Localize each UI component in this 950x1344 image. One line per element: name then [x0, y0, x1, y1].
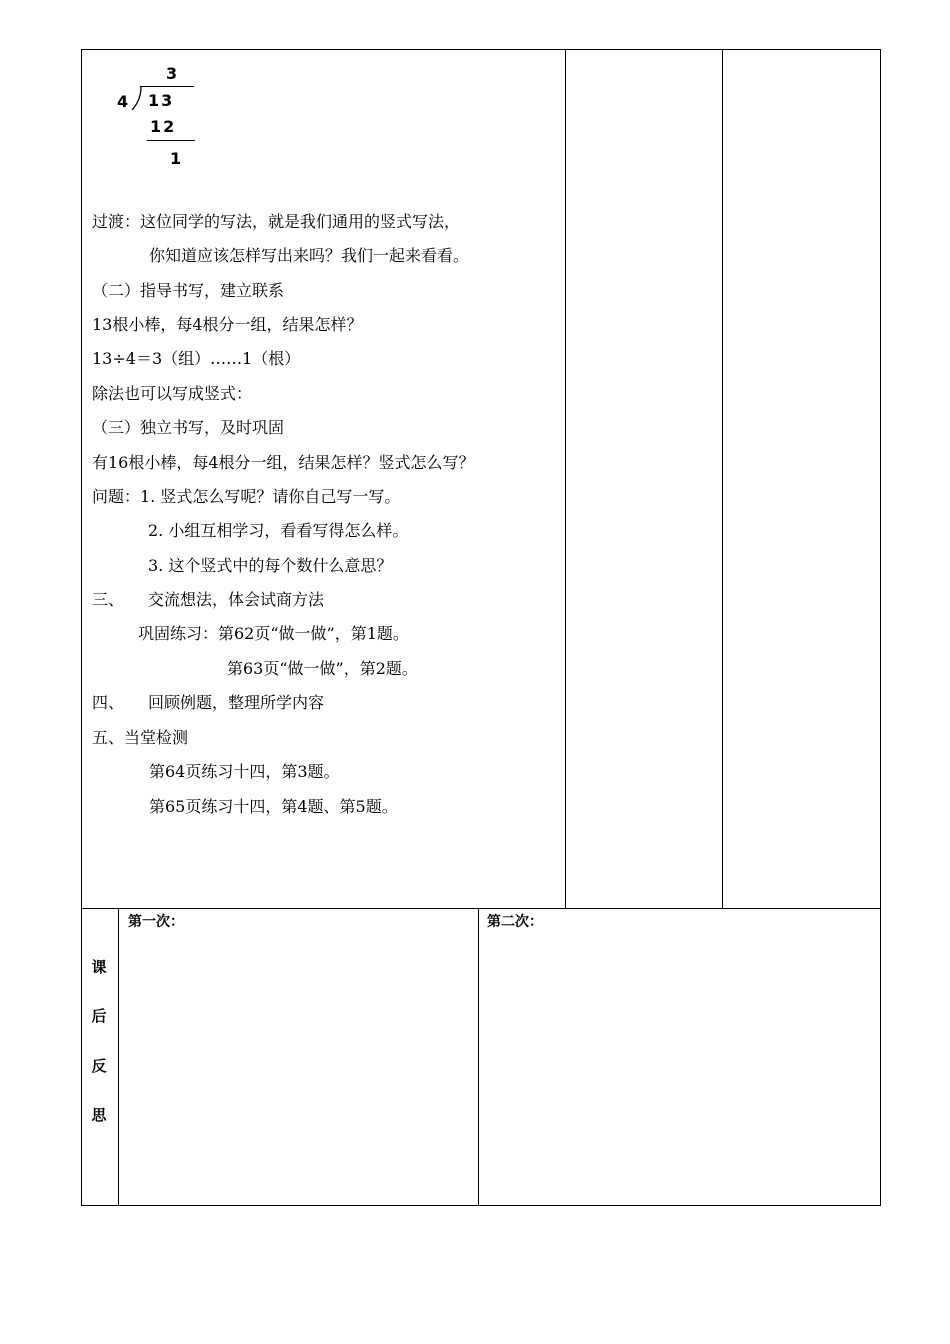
reflection-middle-divider: [478, 908, 479, 1206]
column-divider-2: [722, 49, 723, 909]
section-divider: [81, 908, 881, 909]
first-reflection-label: 第一次：: [128, 914, 184, 930]
division-bracket-icon: [131, 86, 143, 112]
question-item: 问题：1. 竖式怎么写呢？请你自己写一写。: [92, 487, 401, 506]
section-heading: 三、 交流想法，体会试商方法: [92, 590, 325, 609]
reflection-label-char: 后: [91, 1007, 107, 1025]
exercise-text: 第65页练习十四，第4题、第5题。: [149, 797, 398, 816]
practice-text: 巩固练习：第62页“做一做”，第1题。: [138, 624, 409, 643]
question-item: 3. 这个竖式中的每个数什么意思？: [148, 556, 393, 575]
reflection-label-divider: [118, 908, 119, 1206]
transition-line-2: 你知道应该怎样写出来吗？我们一起来看看。: [149, 246, 470, 265]
section-heading: 五、当堂检测: [92, 728, 189, 747]
equation-text: 13÷4＝3（组）……1（根）: [92, 349, 301, 368]
division-remainder: 1: [170, 149, 182, 168]
reflection-label-char: 课: [91, 958, 107, 976]
transition-line: 过渡：这位同学的写法，就是我们通用的竖式写法，: [92, 212, 461, 231]
reflection-label-char: 反: [91, 1057, 107, 1075]
division-dividend: 13: [148, 91, 175, 110]
practice-text: 第63页“做一做”，第2题。: [227, 659, 418, 678]
second-reflection-label: 第二次：: [487, 914, 543, 930]
division-subtract-line: [147, 140, 195, 141]
section-heading: （三）独立书写，及时巩固: [92, 418, 285, 437]
section-heading: （二）指导书写，建立联系: [92, 281, 285, 300]
division-bar: [140, 86, 194, 87]
division-quotient: 3: [166, 64, 178, 83]
problem-text: 13根小棒，每4根分一组，结果怎样？: [92, 315, 363, 334]
problem-text: 有16根小棒，每4根分一组，结果怎样？竖式怎么写？: [92, 453, 475, 472]
section-heading: 四、 回顾例题，整理所学内容: [92, 693, 325, 712]
question-item: 2. 小组互相学习，看看写得怎么样。: [148, 521, 409, 540]
reflection-label-char: 思: [91, 1106, 107, 1124]
content-text: 除法也可以写成竖式：: [92, 384, 253, 403]
division-product: 12: [150, 117, 177, 136]
division-divisor: 4: [117, 92, 129, 111]
exercise-text: 第64页练习十四，第3题。: [149, 762, 340, 781]
column-divider-1: [565, 49, 566, 909]
